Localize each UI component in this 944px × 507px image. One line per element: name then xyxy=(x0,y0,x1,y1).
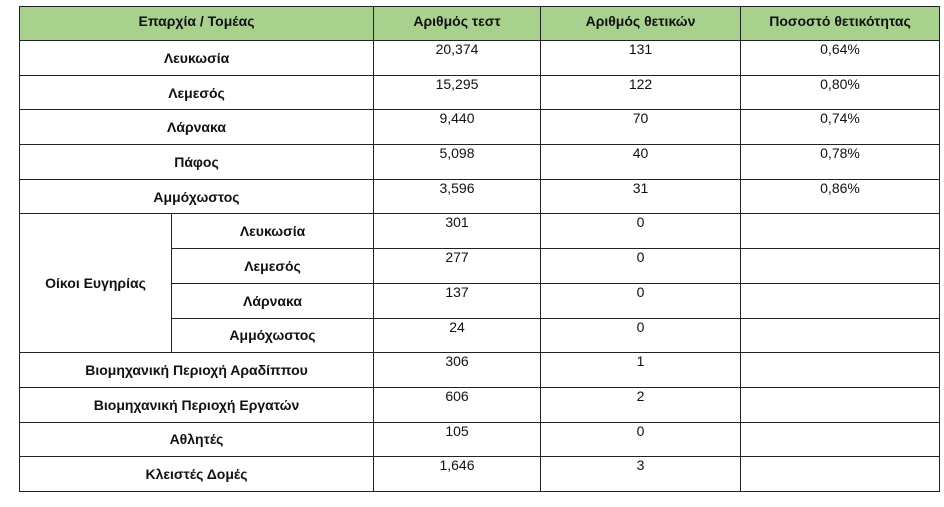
table-row xyxy=(20,353,940,388)
table-header-row xyxy=(20,7,940,41)
tests-cell: 3,596 xyxy=(374,179,541,214)
positives-cell: 2 xyxy=(541,387,741,422)
tests-cell: 24 xyxy=(374,318,541,353)
care-homes-group-label: Οίκοι Ευγηρίας xyxy=(20,214,172,353)
rate-cell xyxy=(741,214,940,249)
positives-cell: 0 xyxy=(541,283,741,318)
table-row xyxy=(20,110,940,145)
table-row xyxy=(20,457,940,492)
positives-cell: 0 xyxy=(541,318,741,353)
rate-cell xyxy=(741,457,940,492)
row-label: Λεμεσός xyxy=(20,75,374,110)
rate-cell xyxy=(741,422,940,457)
table-row xyxy=(20,179,940,214)
tests-cell: 606 xyxy=(374,387,541,422)
positives-cell: 131 xyxy=(541,41,741,76)
table-row xyxy=(20,387,940,422)
positives-cell: 1 xyxy=(541,353,741,388)
table-row xyxy=(20,214,940,249)
header-positives: Αριθμός θετικών xyxy=(541,7,741,41)
tests-cell: 9,440 xyxy=(374,110,541,145)
row-label: Αμμόχωστος xyxy=(172,318,374,353)
tests-cell: 20,374 xyxy=(374,41,541,76)
tests-cell: 5,098 xyxy=(374,145,541,180)
row-label: Λάρνακα xyxy=(172,283,374,318)
rate-cell: 0,74% xyxy=(741,110,940,145)
test-results-table xyxy=(19,6,940,492)
row-label: Αθλητές xyxy=(20,422,374,457)
rate-cell xyxy=(741,249,940,284)
rate-cell: 0,80% xyxy=(741,75,940,110)
positives-cell: 3 xyxy=(541,457,741,492)
tests-cell: 105 xyxy=(374,422,541,457)
rate-cell xyxy=(741,318,940,353)
positives-cell: 31 xyxy=(541,179,741,214)
header-rate: Ποσοστό θετικότητας xyxy=(741,7,940,41)
positives-cell: 122 xyxy=(541,75,741,110)
header-region: Επαρχία / Τομέας xyxy=(20,7,374,41)
positives-cell: 40 xyxy=(541,145,741,180)
row-label: Βιομηχανική Περιοχή Εργατών xyxy=(20,387,374,422)
tests-cell: 301 xyxy=(374,214,541,249)
row-label: Λευκωσία xyxy=(20,41,374,76)
row-label: Βιομηχανική Περιοχή Αραδίππου xyxy=(20,353,374,388)
table-row xyxy=(20,41,940,76)
table-row xyxy=(20,145,940,180)
rate-cell: 0,78% xyxy=(741,145,940,180)
row-label: Λάρνακα xyxy=(20,110,374,145)
positives-cell: 0 xyxy=(541,214,741,249)
tests-cell: 277 xyxy=(374,249,541,284)
tests-cell: 137 xyxy=(374,283,541,318)
row-label: Κλειστές Δομές xyxy=(20,457,374,492)
rate-cell: 0,86% xyxy=(741,179,940,214)
rate-cell xyxy=(741,387,940,422)
tests-cell: 1,646 xyxy=(374,457,541,492)
row-label: Αμμόχωστος xyxy=(20,179,374,214)
tests-cell: 15,295 xyxy=(374,75,541,110)
rate-cell: 0,64% xyxy=(741,41,940,76)
table-row xyxy=(20,422,940,457)
row-label: Λεμεσός xyxy=(172,249,374,284)
header-tests: Αριθμός τεστ xyxy=(374,7,541,41)
row-label: Λευκωσία xyxy=(172,214,374,249)
table-row xyxy=(20,75,940,110)
positives-cell: 70 xyxy=(541,110,741,145)
rate-cell xyxy=(741,353,940,388)
positives-cell: 0 xyxy=(541,422,741,457)
rate-cell xyxy=(741,283,940,318)
positives-cell: 0 xyxy=(541,249,741,284)
tests-cell: 306 xyxy=(374,353,541,388)
row-label: Πάφος xyxy=(20,145,374,180)
